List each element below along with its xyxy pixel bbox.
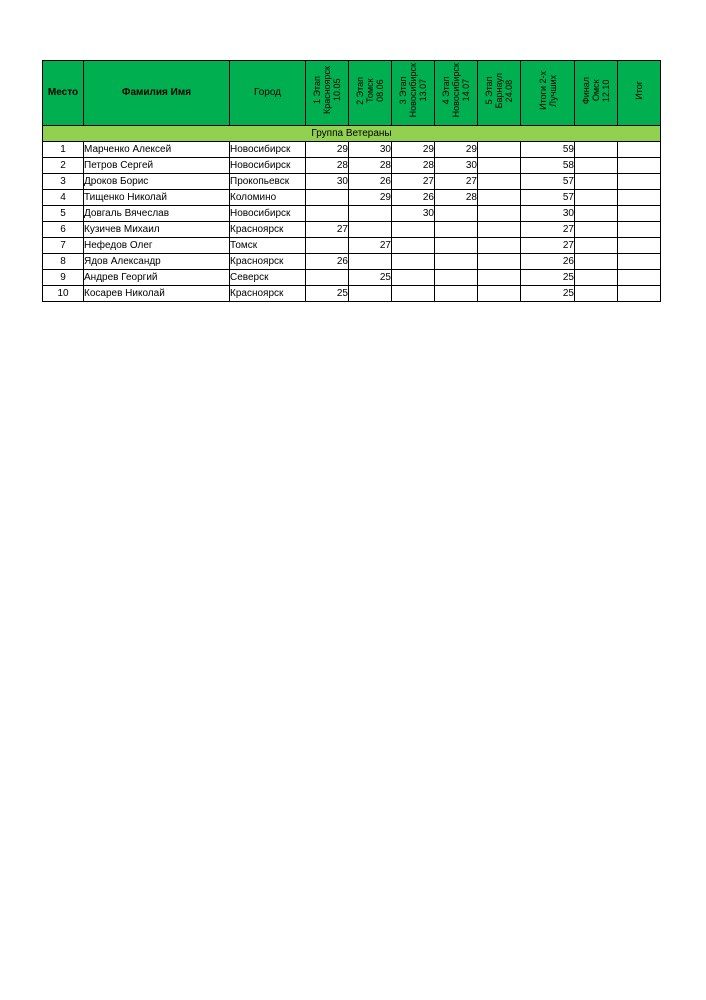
cell-best2: 25	[521, 286, 575, 302]
cell-stage4	[435, 286, 478, 302]
cell-city: Северск	[230, 270, 306, 286]
cell-stage1	[306, 190, 349, 206]
cell-place: 2	[43, 158, 84, 174]
cell-city: Красноярск	[230, 286, 306, 302]
cell-name: Ядов Александр	[84, 254, 230, 270]
table-row	[43, 158, 661, 174]
header-stage3	[392, 61, 435, 126]
cell-stage5	[478, 206, 521, 222]
cell-place: 4	[43, 190, 84, 206]
cell-total	[618, 174, 661, 190]
cell-name: Довгаль Вячеслав	[84, 206, 230, 222]
header-stage2-label: 2 Этап Томск 08.06	[355, 76, 385, 105]
cell-place: 9	[43, 270, 84, 286]
cell-stage4: 30	[435, 158, 478, 174]
cell-final	[575, 254, 618, 270]
cell-city: Новосибирск	[230, 206, 306, 222]
cell-name: Тищенко Николай	[84, 190, 230, 206]
cell-name: Кузичев Михаил	[84, 222, 230, 238]
cell-stage3: 28	[392, 158, 435, 174]
cell-stage5	[478, 174, 521, 190]
cell-stage3: 30	[392, 206, 435, 222]
table-row	[43, 222, 661, 238]
cell-final	[575, 206, 618, 222]
header-name: Фамилия Имя	[84, 61, 230, 126]
header-row	[43, 61, 661, 126]
cell-stage1: 30	[306, 174, 349, 190]
header-best2-label: Итоги 2-х Лучших	[537, 71, 558, 110]
header-total	[618, 61, 661, 126]
cell-stage2: 26	[349, 174, 392, 190]
cell-stage5	[478, 254, 521, 270]
cell-stage1: 28	[306, 158, 349, 174]
cell-city: Красноярск	[230, 254, 306, 270]
cell-total	[618, 206, 661, 222]
cell-best2: 58	[521, 158, 575, 174]
cell-total	[618, 190, 661, 206]
cell-best2: 27	[521, 222, 575, 238]
cell-name: Нефедов Олег	[84, 238, 230, 254]
cell-stage5	[478, 190, 521, 206]
cell-best2: 59	[521, 142, 575, 158]
cell-stage5	[478, 142, 521, 158]
cell-stage2: 28	[349, 158, 392, 174]
cell-place: 1	[43, 142, 84, 158]
cell-stage2	[349, 286, 392, 302]
cell-stage2: 27	[349, 238, 392, 254]
cell-city: Коломино	[230, 190, 306, 206]
cell-stage1	[306, 270, 349, 286]
header-final	[575, 61, 618, 126]
cell-place: 7	[43, 238, 84, 254]
header-place: Место	[43, 61, 84, 126]
cell-total	[618, 238, 661, 254]
table-row	[43, 174, 661, 190]
cell-place: 8	[43, 254, 84, 270]
cell-stage4	[435, 238, 478, 254]
header-stage1	[306, 61, 349, 126]
cell-name: Дроков Борис	[84, 174, 230, 190]
cell-stage3	[392, 222, 435, 238]
cell-best2: 30	[521, 206, 575, 222]
cell-name: Андрев Георгий	[84, 270, 230, 286]
cell-final	[575, 190, 618, 206]
cell-stage2: 29	[349, 190, 392, 206]
cell-stage1	[306, 206, 349, 222]
table-row	[43, 270, 661, 286]
cell-final	[575, 270, 618, 286]
cell-stage1: 25	[306, 286, 349, 302]
cell-stage4: 27	[435, 174, 478, 190]
cell-best2: 26	[521, 254, 575, 270]
table-row	[43, 206, 661, 222]
cell-place: 10	[43, 286, 84, 302]
cell-stage3: 29	[392, 142, 435, 158]
cell-final	[575, 142, 618, 158]
header-total-label: Итог	[634, 81, 644, 100]
cell-final	[575, 174, 618, 190]
cell-stage5	[478, 222, 521, 238]
cell-stage4: 29	[435, 142, 478, 158]
cell-stage4: 28	[435, 190, 478, 206]
cell-total	[618, 270, 661, 286]
header-stage3-label: 3 Этап Новосибирск 13.07	[398, 63, 428, 118]
group-row	[43, 126, 661, 142]
cell-total	[618, 286, 661, 302]
table-row	[43, 238, 661, 254]
cell-city: Красноярск	[230, 222, 306, 238]
cell-stage2	[349, 222, 392, 238]
cell-city: Новосибирск	[230, 158, 306, 174]
cell-best2: 57	[521, 174, 575, 190]
cell-stage1	[306, 238, 349, 254]
cell-place: 5	[43, 206, 84, 222]
cell-stage3: 26	[392, 190, 435, 206]
cell-stage4	[435, 222, 478, 238]
cell-best2: 25	[521, 270, 575, 286]
cell-stage4	[435, 206, 478, 222]
cell-stage4	[435, 270, 478, 286]
table-row	[43, 142, 661, 158]
cell-stage5	[478, 238, 521, 254]
cell-final	[575, 286, 618, 302]
header-stage4	[435, 61, 478, 126]
cell-total	[618, 254, 661, 270]
header-stage5	[478, 61, 521, 126]
cell-stage1: 26	[306, 254, 349, 270]
table-row	[43, 190, 661, 206]
header-stage1-label: 1 Этап Красноярск 10.05	[312, 66, 342, 115]
header-city: Город	[230, 61, 306, 126]
cell-final	[575, 238, 618, 254]
cell-stage3	[392, 238, 435, 254]
cell-place: 6	[43, 222, 84, 238]
cell-stage3	[392, 286, 435, 302]
cell-final	[575, 222, 618, 238]
cell-stage3	[392, 254, 435, 270]
cell-name: Петров Сергей	[84, 158, 230, 174]
header-stage4-label: 4 Этап Новосибирск 14.07	[441, 63, 471, 118]
cell-stage3	[392, 270, 435, 286]
cell-name: Косарев Николай	[84, 286, 230, 302]
cell-stage1: 29	[306, 142, 349, 158]
results-table	[42, 60, 661, 302]
cell-stage2	[349, 254, 392, 270]
cell-best2: 27	[521, 238, 575, 254]
header-final-label: Финал Омск 12.10	[581, 76, 611, 105]
cell-place: 3	[43, 174, 84, 190]
cell-stage5	[478, 286, 521, 302]
header-best2	[521, 61, 575, 126]
cell-stage1: 27	[306, 222, 349, 238]
cell-total	[618, 158, 661, 174]
table-row	[43, 254, 661, 270]
cell-city: Новосибирск	[230, 142, 306, 158]
header-stage2	[349, 61, 392, 126]
cell-stage4	[435, 254, 478, 270]
cell-stage2	[349, 206, 392, 222]
cell-stage5	[478, 270, 521, 286]
group-title: Группа Ветераны	[43, 126, 661, 142]
cell-city: Томск	[230, 238, 306, 254]
cell-total	[618, 142, 661, 158]
cell-stage5	[478, 158, 521, 174]
table-row	[43, 286, 661, 302]
cell-best2: 57	[521, 190, 575, 206]
cell-stage2: 30	[349, 142, 392, 158]
cell-city: Прокопьевск	[230, 174, 306, 190]
cell-final	[575, 158, 618, 174]
cell-stage3: 27	[392, 174, 435, 190]
cell-name: Марченко Алексей	[84, 142, 230, 158]
header-stage5-label: 5 Этап Барнаул 24.08	[484, 72, 514, 109]
cell-total	[618, 222, 661, 238]
cell-stage2: 25	[349, 270, 392, 286]
